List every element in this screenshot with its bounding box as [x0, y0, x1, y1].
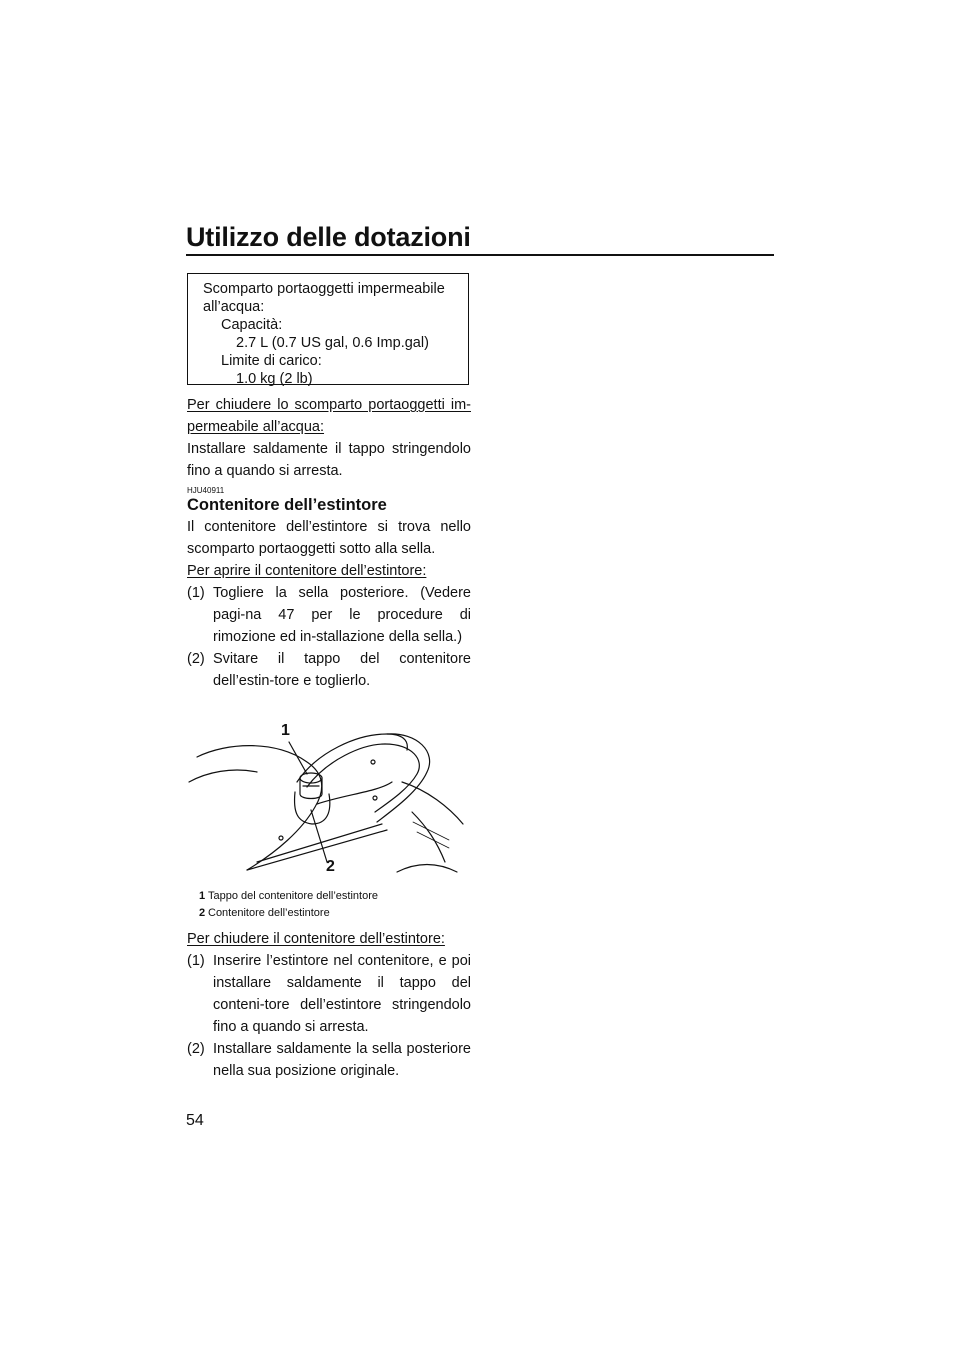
close-step-1: (1) Inserire l’estintore nel contenitore, e poi installare saldamente il tappo del conteni-tore dell’estintore stringendolo fino a quando si arresta. — [187, 953, 471, 1035]
spec-capacity-value: 2.7 L (0.7 US gal, 0.6 Imp.gal) — [236, 335, 429, 351]
close-heading: Per chiudere il contenitore dell’estintore: — [187, 931, 445, 947]
page-title: Utilizzo delle dotazioni — [186, 222, 471, 252]
spec-line2: all’acqua: — [203, 299, 265, 315]
figure-label-1: 1 — [281, 722, 290, 739]
caption-2: 2 Contenitore dell’estintore — [199, 907, 330, 919]
close-storage-text: Installare saldamente il tappo stringendolo fino a quando si arresta. — [187, 441, 471, 479]
open-step-2: (2) Svitare il tappo del contenitore dell’estin-tore e toglierlo. — [187, 651, 471, 689]
close-storage-heading-line2: permeabile all’acqua: — [187, 419, 325, 435]
spec-capacity-label: Capacità: — [221, 317, 283, 333]
main-column — [187, 273, 471, 1082]
figure-captions — [187, 888, 471, 922]
close-steps — [187, 950, 471, 1082]
section-intro: Il contenitore dell’estintore si trova nello scomparto portaoggetti sotto alla sella. — [187, 519, 471, 557]
caption-1: 1 Tappo del contenitore dell’estintore — [199, 890, 379, 902]
header-rule — [186, 254, 774, 256]
figure-label-2: 2 — [326, 858, 335, 875]
spec-line1: Scomparto portaoggetti impermeabile — [203, 281, 445, 297]
extinguisher-figure — [187, 712, 471, 882]
section-heading: Contenitore dell’estintore — [187, 496, 387, 514]
spec-box — [187, 273, 469, 385]
spec-load-value: 1.0 kg (2 lb) — [236, 371, 313, 387]
page-number: 54 — [186, 1112, 204, 1129]
open-step-1: (1) Togliere la sella posteriore. (Vedere pagi-na 47 per le procedure di rimozione ed in-stallazione della sella.) — [187, 585, 471, 645]
open-steps — [187, 582, 471, 692]
open-heading: Per aprire il contenitore dell’estintore: — [187, 563, 427, 579]
close-step-2: (2) Installare saldamente la sella posteriore nella sua posizione originale. — [187, 1041, 471, 1079]
section-code: HJU40911 — [187, 486, 225, 495]
spec-load-label: Limite di carico: — [221, 353, 322, 369]
close-storage-heading-line1: Per chiudere lo scomparto portaoggetti im- — [187, 397, 471, 413]
